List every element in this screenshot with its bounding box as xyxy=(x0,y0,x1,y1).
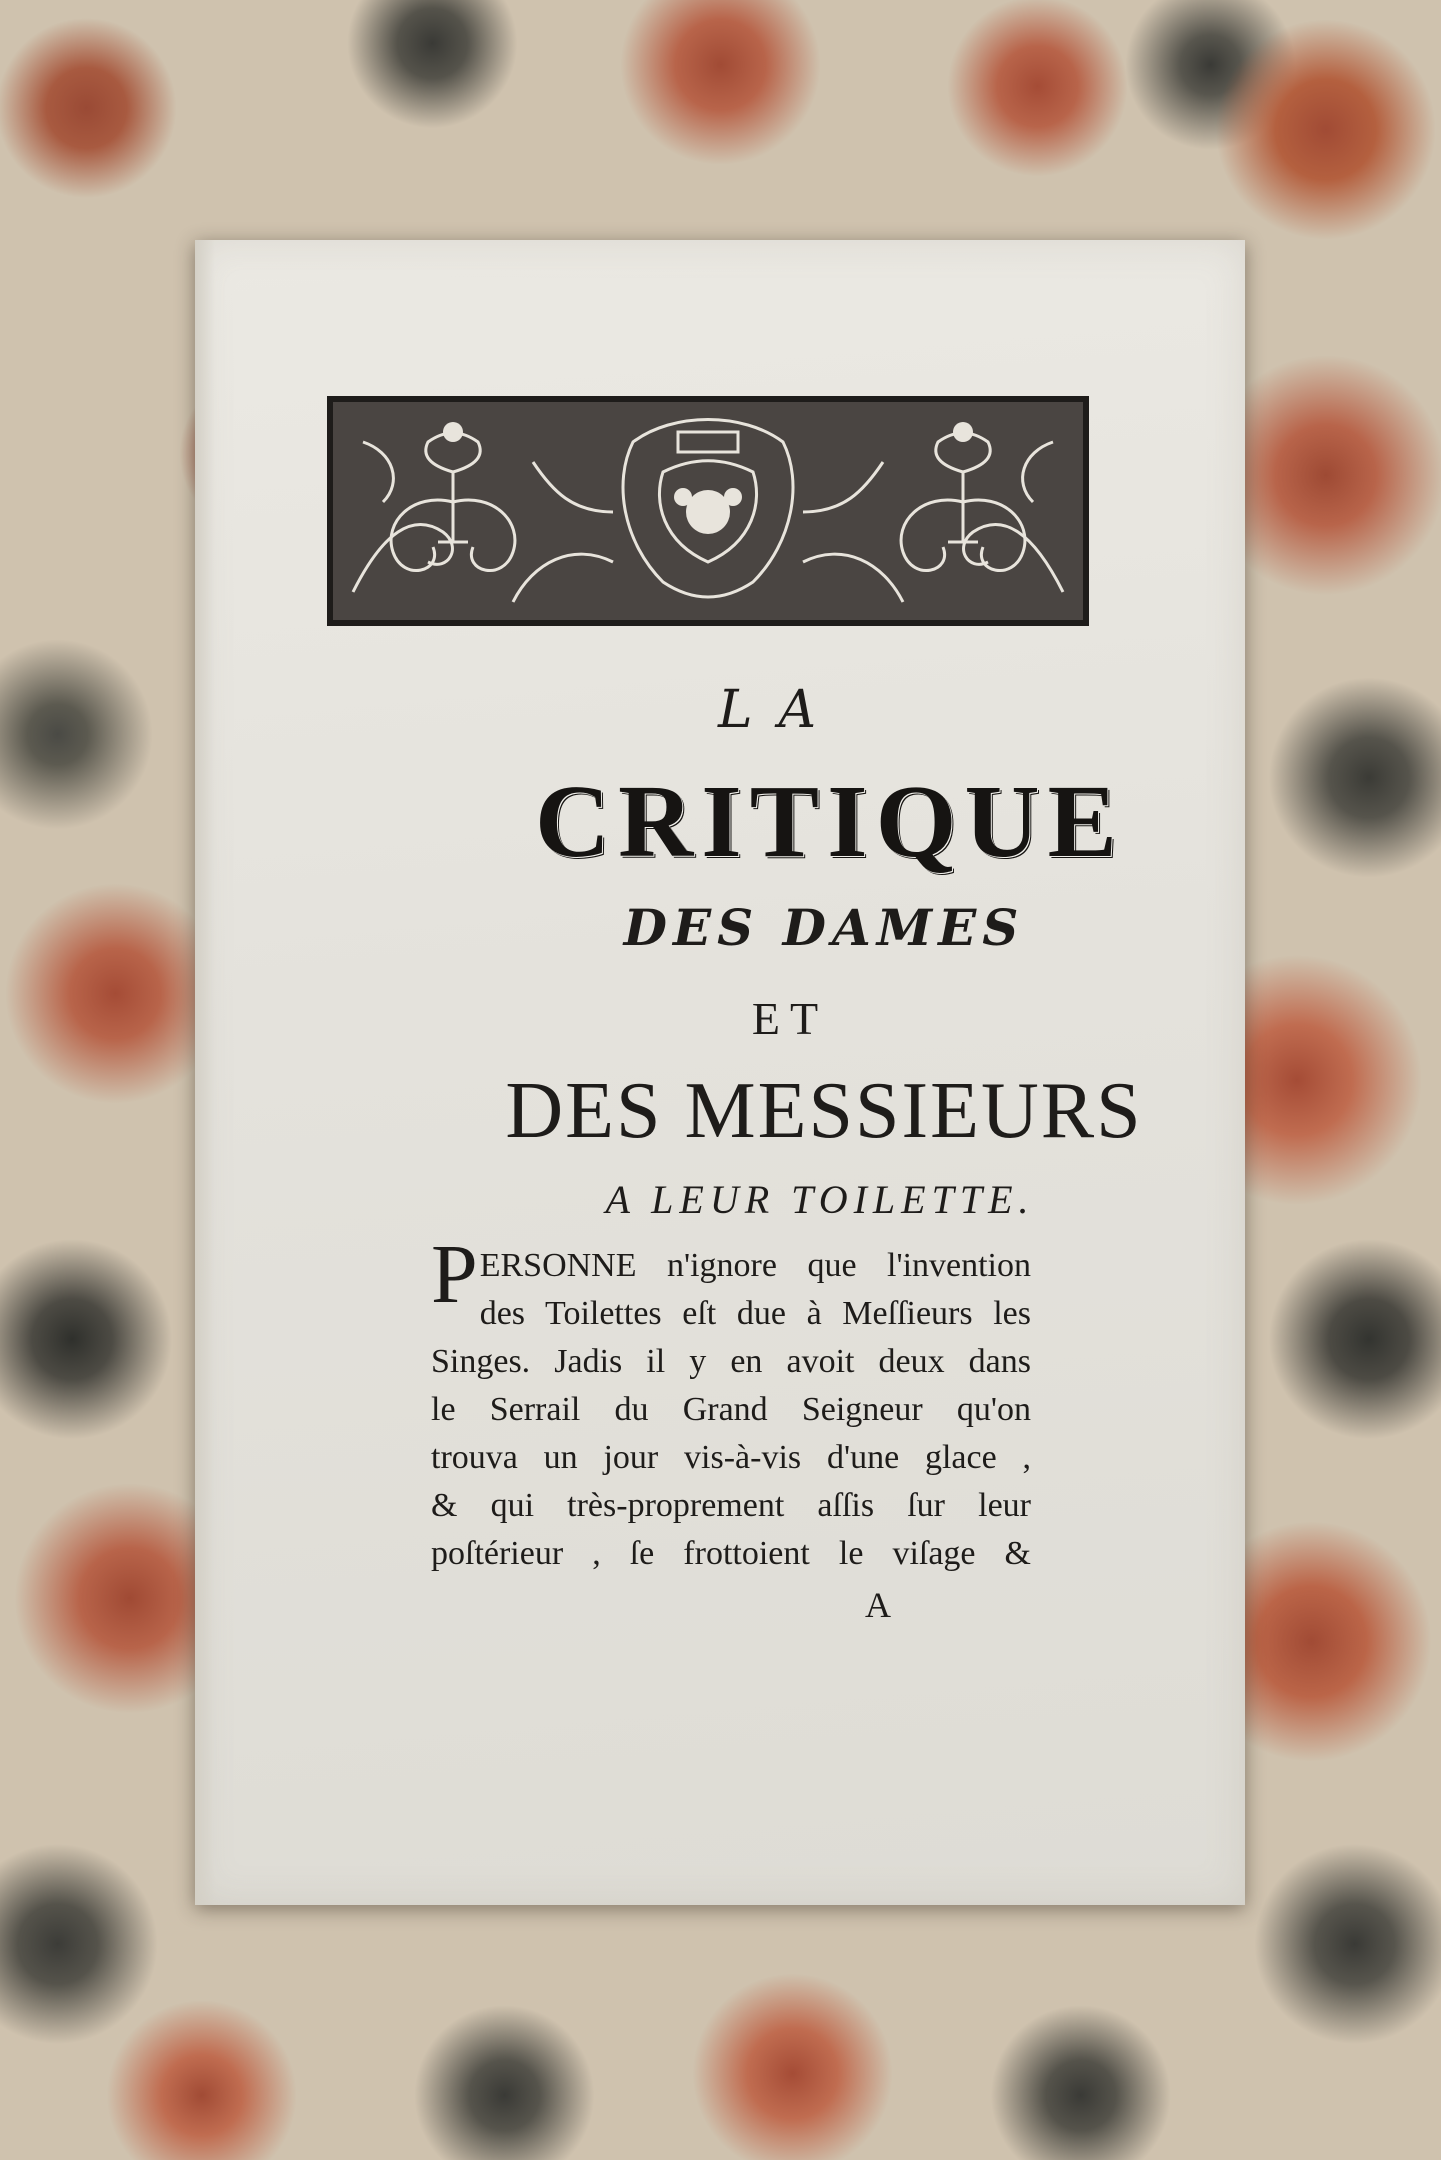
body-line-2: des Toilettes eſt due à Meſſieurs les xyxy=(479,1295,1031,1332)
title-conjunction: ET xyxy=(751,993,829,1044)
body-line-3: Singes. Jadis il y en avoit deux dans xyxy=(431,1343,1031,1380)
body-line-1-rest: n'ignore que l'invention xyxy=(636,1247,1031,1284)
book-page xyxy=(195,240,1245,1905)
first-word-smallcaps: ERSONNE xyxy=(479,1247,637,1284)
body-line-7: poſtérieur , ſe frottoient le viſage & xyxy=(431,1535,1031,1572)
body-line-5: trouva un jour vis-à-vis d'une glace , xyxy=(431,1439,1031,1476)
title-article: LA xyxy=(717,680,843,740)
body-line-4: le Serrail du Grand Seigneur qu'on xyxy=(431,1391,1031,1428)
title-des-messieurs: DES MESSIEURS xyxy=(505,1067,1143,1155)
signature-mark: A xyxy=(865,1585,891,1625)
ornament-icon xyxy=(333,402,1083,620)
ornamental-headpiece xyxy=(327,396,1089,626)
body-paragraph xyxy=(431,1228,1031,1578)
title-subtitle: A LEUR TOILETTE. xyxy=(605,1177,1035,1222)
body-line-6: & qui très-proprement aſſis ſur leur xyxy=(431,1487,1031,1524)
drop-cap: P xyxy=(431,1228,478,1321)
title-main: CRITIQUE xyxy=(535,764,1125,879)
title-des-dames: DES DAMES xyxy=(623,898,1025,957)
